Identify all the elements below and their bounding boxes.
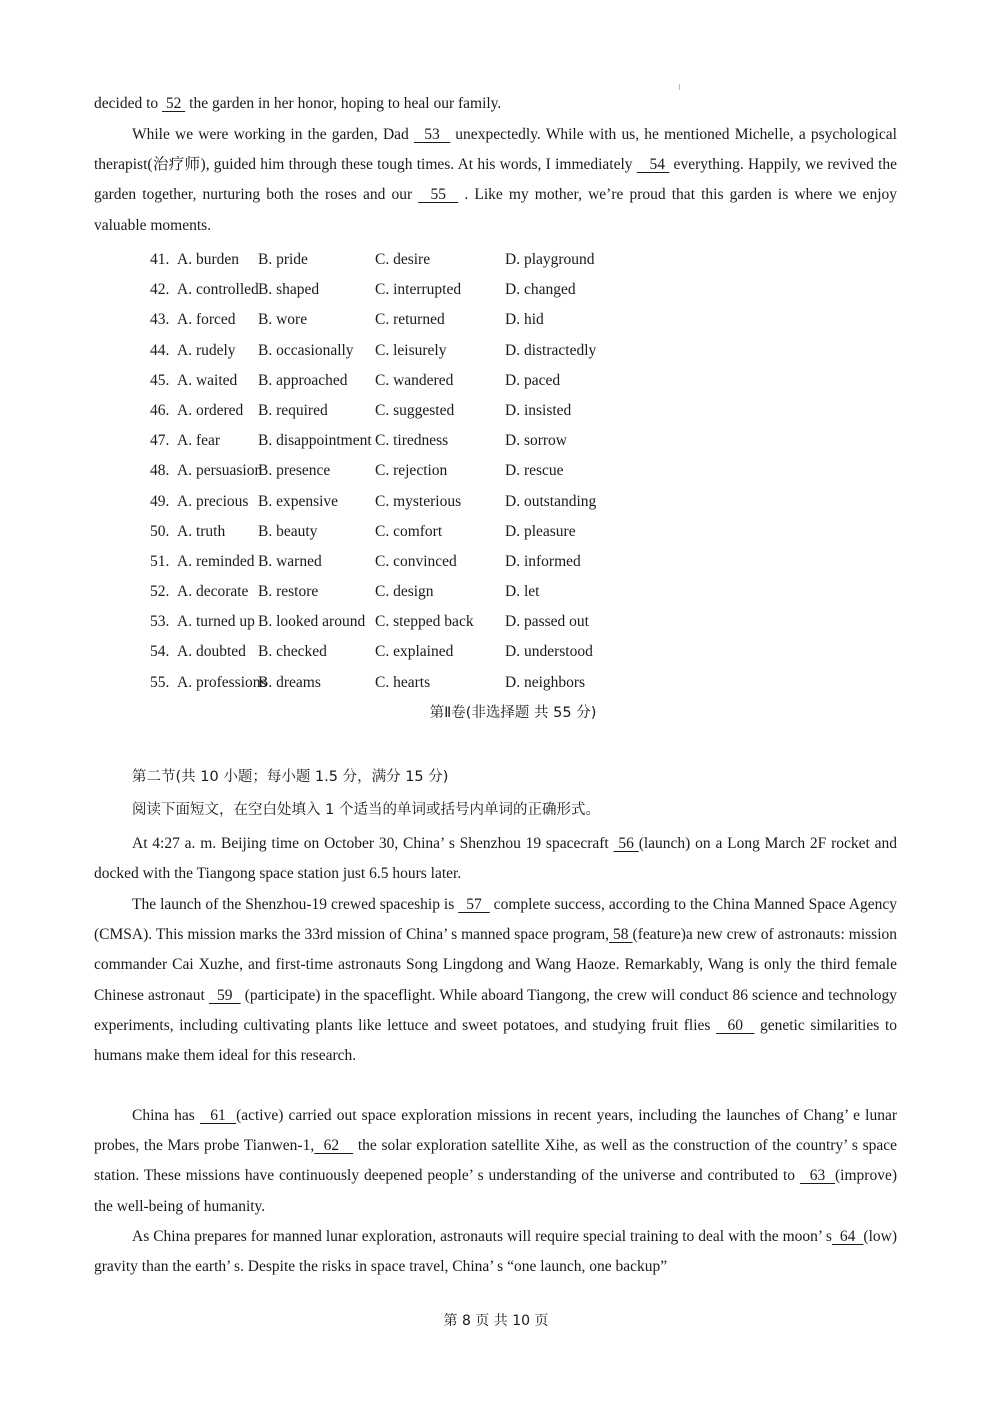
option-a[interactable]: A. rudely xyxy=(177,341,236,359)
option-row xyxy=(150,577,750,607)
question-number: 41. xyxy=(150,251,170,268)
text: (active) carried out space exploration missions in recent years, including the launches of Chang’ e lunar probes, the Mars probe Tianwen-1, xyxy=(94,1107,898,1155)
option-b[interactable]: B. checked xyxy=(258,643,327,661)
option-row xyxy=(150,456,750,486)
option-row xyxy=(150,275,750,305)
option-a[interactable]: A. precious xyxy=(177,492,249,510)
question-number: 52. xyxy=(150,583,170,601)
option-b[interactable]: B. pride xyxy=(258,251,308,268)
option-row xyxy=(150,517,750,547)
option-b[interactable]: B. disappointment xyxy=(258,432,372,450)
option-b[interactable]: B. looked around xyxy=(258,613,366,631)
option-c[interactable]: C. leisurely xyxy=(375,341,447,359)
option-d[interactable]: D. sorrow xyxy=(505,432,567,450)
option-b[interactable]: B. dreams xyxy=(258,673,321,691)
text: unexpectedly. While with us, he mentioned Michelle, a psychological therapist(治疗师), guided him through these tough times. At his words, I immediately xyxy=(94,126,897,174)
cloze-paragraph xyxy=(94,1101,897,1222)
text: The launch of the Shenzhou-19 crewed spaceship is xyxy=(132,896,459,913)
option-c[interactable]: C. design xyxy=(375,583,434,601)
answer-blank-64[interactable]: 64 xyxy=(831,1228,864,1245)
option-d[interactable]: D. rescue xyxy=(505,462,564,480)
cloze-paragraph xyxy=(94,890,897,1071)
option-b[interactable]: B. occasionally xyxy=(258,341,354,359)
option-c[interactable]: C. desire xyxy=(375,251,431,268)
option-d[interactable]: D. changed xyxy=(505,281,576,299)
answer-blank-56[interactable]: 56 xyxy=(613,835,639,852)
answer-blank-54[interactable]: 54 xyxy=(636,156,670,174)
answer-blank-59[interactable]: 59 xyxy=(208,986,241,1004)
option-a[interactable]: A. controlled xyxy=(177,281,259,299)
question-number: 51. xyxy=(150,552,170,570)
option-row xyxy=(150,336,750,366)
text: While we were working in the garden, Dad xyxy=(132,126,414,143)
text: the garden in her honor, hoping to heal our family. xyxy=(185,95,502,112)
option-d[interactable]: D. playground xyxy=(505,251,595,268)
option-c[interactable]: C. stepped back xyxy=(375,613,474,631)
text: everything. Happily, we revived the garden together, nurturing both the roses and our xyxy=(94,156,898,204)
option-row xyxy=(150,245,750,275)
question-number: 48. xyxy=(150,462,170,480)
option-b[interactable]: B. restore xyxy=(258,583,319,601)
text: (participate) in the spaceflight. While aboard Tiangong, the crew will conduct 86 science and technology experiments, including cultivating plants like lettuce and sweet potatoes, and studying fruit flies xyxy=(94,986,898,1034)
option-a[interactable]: A. turned up xyxy=(177,613,255,631)
option-d[interactable]: D. insisted xyxy=(505,401,572,419)
option-a[interactable]: A. forced xyxy=(177,311,236,329)
question-number: 45. xyxy=(150,371,170,389)
option-a[interactable]: A. doubted xyxy=(177,643,246,661)
option-a[interactable]: A. fear xyxy=(177,432,221,450)
text: . Like my mother, we’re proud that this garden is where we enjoy valuable moments. xyxy=(94,186,897,234)
page-footer: 第 8 页 共 10 页 xyxy=(443,1313,549,1329)
text: complete success, according to the China Manned Space Agency (CMSA). This mission marks the 33rd mission of China’ s manned space program, xyxy=(94,896,897,944)
option-b[interactable]: B. presence xyxy=(258,462,331,480)
option-c[interactable]: C. tiredness xyxy=(375,432,449,450)
option-d[interactable]: D. pleasure xyxy=(505,522,576,540)
cloze-paragraph xyxy=(94,1222,897,1282)
text: (launch) on a Long March 2F rocket and docked with the Tiangong space station just 6.5 hours later. xyxy=(94,835,898,883)
option-a[interactable]: A. professions xyxy=(177,673,267,691)
option-c[interactable]: C. explained xyxy=(375,643,454,661)
option-a[interactable]: A. decorate xyxy=(177,583,249,601)
text: (improve) the well-being of humanity. xyxy=(94,1167,897,1215)
cloze-paragraph xyxy=(94,829,897,889)
option-d[interactable]: D. informed xyxy=(505,552,581,570)
option-c[interactable]: C. suggested xyxy=(375,401,455,419)
option-c[interactable]: C. hearts xyxy=(375,673,431,691)
answer-blank-63[interactable]: 63 xyxy=(799,1167,836,1185)
option-row xyxy=(150,547,750,577)
option-d[interactable]: D. understood xyxy=(505,643,593,661)
text: As China prepares for manned lunar exploration, astronauts will require special training to deal with the moon’ s xyxy=(132,1228,832,1245)
option-c[interactable]: C. wandered xyxy=(375,371,454,389)
text: China has xyxy=(132,1107,200,1124)
question-number: 42. xyxy=(150,281,170,299)
option-a[interactable]: A. reminded xyxy=(177,552,255,570)
option-row xyxy=(150,426,750,456)
question-number: 46. xyxy=(150,401,170,419)
option-row xyxy=(150,668,750,698)
option-row xyxy=(150,487,750,517)
answer-blank-60[interactable]: 60 xyxy=(716,1016,755,1034)
option-c[interactable]: C. interrupted xyxy=(375,281,462,299)
option-c[interactable]: C. rejection xyxy=(375,462,448,480)
option-c[interactable]: C. mysterious xyxy=(375,492,462,510)
option-c[interactable]: C. returned xyxy=(375,311,445,329)
option-a[interactable]: A. waited xyxy=(177,371,238,389)
option-b[interactable]: B. warned xyxy=(258,552,322,570)
answer-blank-55[interactable]: 55 xyxy=(418,186,459,204)
option-b[interactable]: B. expensive xyxy=(258,492,339,510)
text: (low) gravity than the earth’ s. Despite the risks in space travel, China’ s “one launch, one backup” xyxy=(94,1228,897,1276)
part-heading: 第二节(共 10 小题；每小题 1.5 分，满分 15 分) xyxy=(132,769,449,785)
option-c[interactable]: C. convinced xyxy=(375,552,457,570)
answer-blank-52[interactable]: 52 xyxy=(162,95,186,112)
option-row xyxy=(150,366,750,396)
option-row xyxy=(150,305,750,335)
option-row xyxy=(150,607,750,637)
option-d[interactable]: D. outstanding xyxy=(505,492,597,510)
option-d[interactable]: D. hid xyxy=(505,311,544,329)
passage-paragraph xyxy=(94,89,897,119)
option-b[interactable]: B. shaped xyxy=(258,281,320,299)
option-a[interactable]: A. persuasion xyxy=(177,462,263,480)
answer-blank-57[interactable]: 57 xyxy=(458,896,490,913)
option-b[interactable]: B. wore xyxy=(258,311,308,329)
answer-blank-62[interactable]: 62 xyxy=(314,1137,354,1155)
question-number: 49. xyxy=(150,492,170,510)
question-number: 55. xyxy=(150,673,170,691)
option-d[interactable]: D. distractedly xyxy=(505,341,597,359)
passage-paragraph xyxy=(94,120,897,241)
option-row xyxy=(150,396,750,426)
part-instruction: 阅读下面短文，在空白处填入 1 个适当的单词或括号内单词的正确形式。 xyxy=(132,802,600,818)
text: At 4:27 a. m. Beijing time on October 30, China’ s Shenzhou 19 spacecraft xyxy=(132,835,614,852)
text: genetic similarities to humans make them ideal for this research. xyxy=(94,1016,897,1065)
question-number: 44. xyxy=(150,341,170,359)
answer-blank-58[interactable]: 58 xyxy=(609,926,633,944)
question-number: 47. xyxy=(150,432,170,450)
option-d[interactable]: D. paced xyxy=(505,371,561,389)
option-a[interactable]: A. truth xyxy=(177,522,226,540)
option-b[interactable]: B. beauty xyxy=(258,522,318,540)
question-number: 54. xyxy=(150,643,170,661)
option-b[interactable]: B. required xyxy=(258,401,328,419)
text: decided to xyxy=(94,95,163,112)
option-row xyxy=(150,637,750,667)
answer-options-list xyxy=(150,245,750,698)
answer-blank-53[interactable]: 53 xyxy=(413,126,451,143)
question-number: 53. xyxy=(150,613,170,631)
option-a[interactable]: A. burden xyxy=(177,251,239,268)
question-number: 50. xyxy=(150,522,170,540)
option-b[interactable]: B. approached xyxy=(258,371,348,389)
option-d[interactable]: D. neighbors xyxy=(505,673,586,691)
answer-blank-61[interactable]: 61 xyxy=(199,1107,237,1124)
option-a[interactable]: A. ordered xyxy=(177,401,244,419)
option-d[interactable]: D. passed out xyxy=(505,613,589,631)
text: (feature)a new crew of astronauts: mission commander Cai Xuzhe, and first-time astronauts Song Lingdong and Wang Haoze. Remarkably, Wang is only the third female Chinese astronaut xyxy=(94,926,898,1004)
section-title: 第Ⅱ卷(非选择题 共 55 分) xyxy=(429,705,597,721)
question-number: 43. xyxy=(150,311,170,329)
option-c[interactable]: C. comfort xyxy=(375,522,443,540)
option-d[interactable]: D. let xyxy=(505,583,540,601)
text: the solar exploration satellite Xihe, as well as the construction of the country’ s space station. These missions have continuously deepened people’ s understanding of the universe and contributed to xyxy=(94,1137,897,1185)
